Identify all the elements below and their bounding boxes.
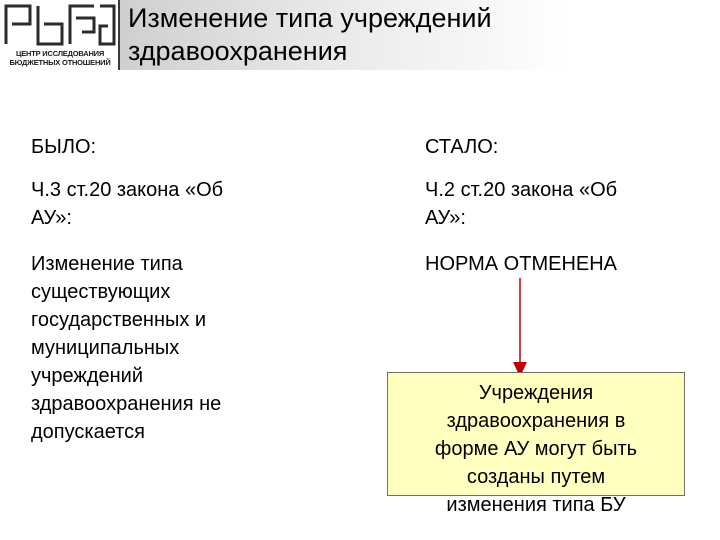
before-body-line: муниципальных (31, 337, 180, 359)
before-law-reference (31, 176, 223, 232)
before-body-text (31, 250, 221, 446)
logo-subtitle: БЮДЖЕТНЫХ ОТНОШЕНИЙ (9, 58, 111, 67)
before-heading: БЫЛО: (31, 136, 97, 158)
logo (0, 0, 118, 70)
after-law-reference (425, 176, 617, 232)
before-body-line: учреждений (31, 365, 144, 387)
before-law-line: АУ»: (31, 207, 72, 229)
slide-title-line: Изменение типа учреждений (128, 3, 492, 33)
title-bar (120, 0, 720, 70)
logo-subtitle: ЦЕНТР ИССЛЕДОВАНИЯ (15, 49, 105, 58)
before-body-line: здравоохранения не (31, 393, 222, 415)
before-body-line: допускается (31, 421, 145, 443)
slide-header (0, 0, 720, 72)
logo-mark-icon (0, 0, 118, 50)
after-law-line: АУ»: (425, 207, 466, 229)
norm-status: НОРМА ОТМЕНЕНА (425, 253, 618, 275)
before-body-line: существующих (31, 281, 171, 303)
after-heading: СТАЛО: (425, 136, 499, 158)
slide-title-line: здравоохранения (128, 36, 348, 66)
before-law-line: Ч.3 ст.20 закона «Об (31, 179, 224, 201)
slide-title (128, 2, 492, 68)
down-arrow-icon (508, 278, 532, 378)
before-body-line: государственных и (31, 309, 207, 331)
result-text: Учреждения здравоохранения в форме АУ могут быть созданы путем изменения типа БУ (434, 382, 638, 516)
after-law-line: Ч.2 ст.20 закона «Об (425, 179, 618, 201)
before-body-line: Изменение типа (31, 253, 183, 275)
